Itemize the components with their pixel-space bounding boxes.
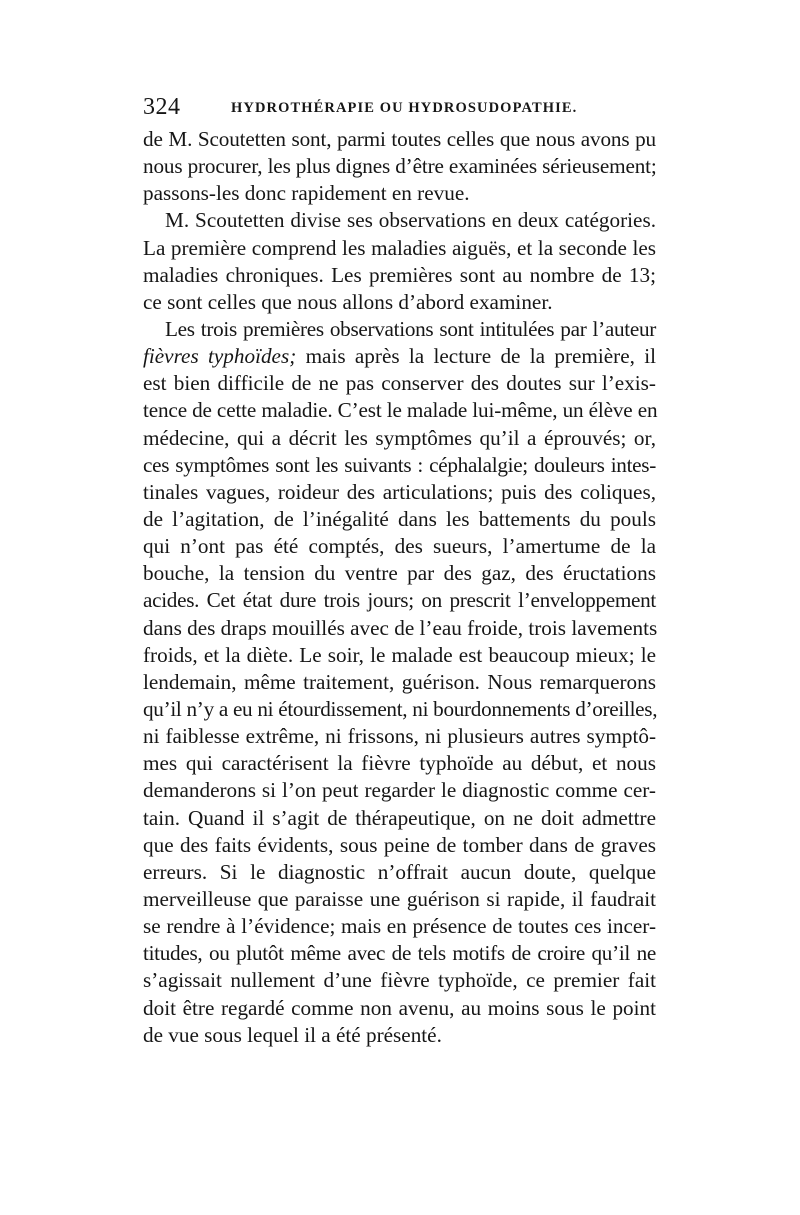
text-line: nous procurer, les plus dignes d’être examinées sérieusement;	[143, 154, 657, 179]
text-line: ni faiblesse extrême, ni frissons, ni plusieurs autres symptô-	[143, 724, 656, 749]
page-header	[143, 92, 663, 122]
text-line: médecine, qui a décrit les symptômes qu’il a éprouvés; or,	[143, 425, 656, 450]
page-number: 324	[143, 94, 181, 120]
text-line: qui n’ont pas été comptés, des sueurs, l’amertume de la	[143, 534, 656, 559]
text-line: acides. Cet état dure trois jours; on prescrit l’enveloppement	[143, 588, 656, 613]
text-line: bouche, la tension du ventre par des gaz, des éructations	[143, 561, 656, 586]
text-line: tinales vagues, roideur des articulations; puis des coliques,	[143, 479, 656, 504]
text-line: mes qui caractérisent la fièvre typhoïde au début, et nous	[143, 751, 656, 776]
text-line: doit être regardé comme non avenu, au moins sous le point	[143, 995, 656, 1020]
text-line: maladies chroniques. Les premières sont au nombre de 13;	[143, 262, 656, 287]
text-line: tence de cette maladie. C’est le malade lui-même, un élève en	[143, 398, 658, 423]
text-line: de l’agitation, de l’inégalité dans les battements du pouls	[143, 506, 656, 531]
text-line: ces symptômes sont les suivants : céphalalgie; douleurs intes-	[143, 452, 656, 477]
text-line: que des faits évidents, sous peine de tomber dans de graves	[143, 832, 656, 857]
text-line: de vue sous lequel il a été présenté.	[143, 1022, 442, 1047]
text-line: se rendre à l’évidence; mais en présence de toutes ces incer-	[143, 914, 656, 939]
text-line: est bien difficile de ne pas conserver des doutes sur l’exis-	[143, 371, 656, 396]
body-text	[143, 126, 656, 1049]
text-line: dans des draps mouillés avec de l’eau froide, trois lavements	[143, 615, 658, 640]
text-line: La première comprend les maladies aiguës, et la seconde les	[143, 235, 656, 260]
text-line: demanderons si l’on peut regarder le diagnostic comme cer-	[143, 778, 656, 803]
italic-phrase: fièvres typhoïdes;	[143, 344, 297, 369]
text-line: erreurs. Si le diagnostic n’offrait aucun doute, quelque	[143, 859, 656, 884]
text-line: ce sont celles que nous allons d’abord examiner.	[143, 289, 553, 314]
text-line: M. Scoutetten divise ses observations en deux catégories.	[165, 208, 656, 233]
text-line: froids, et la diète. Le soir, le malade est beaucoup mieux; le	[143, 642, 656, 667]
text-line: Les trois premières observations sont intitulées par l’auteur	[165, 316, 656, 341]
text-line: tain. Quand il s’agit de thérapeutique, on ne doit admettre	[143, 805, 656, 830]
text-line: titudes, ou plutôt même avec de tels motifs de croire qu’il ne	[143, 941, 656, 966]
text-line: de M. Scoutetten sont, parmi toutes celles que nous avons pu	[143, 127, 656, 151]
text-line: lendemain, même traitement, guérison. Nous remarquerons	[143, 669, 656, 694]
text-line-with-italic	[143, 343, 656, 370]
running-title: HYDROTHÉRAPIE OU HYDROSUDOPATHIE.	[231, 100, 578, 116]
text-line-remainder: mais après la lecture de la première, il	[305, 344, 657, 369]
text-line: passons-les donc rapidement en revue.	[143, 181, 470, 206]
text-line: qu’il n’y a eu ni étourdissement, ni bourdonnements d’oreilles,	[143, 696, 658, 721]
text-line: merveilleuse que paraisse une guérison si rapide, il faudrait	[143, 886, 656, 911]
text-line: s’agissait nullement d’une fièvre typhoïde, ce premier fait	[143, 968, 656, 993]
